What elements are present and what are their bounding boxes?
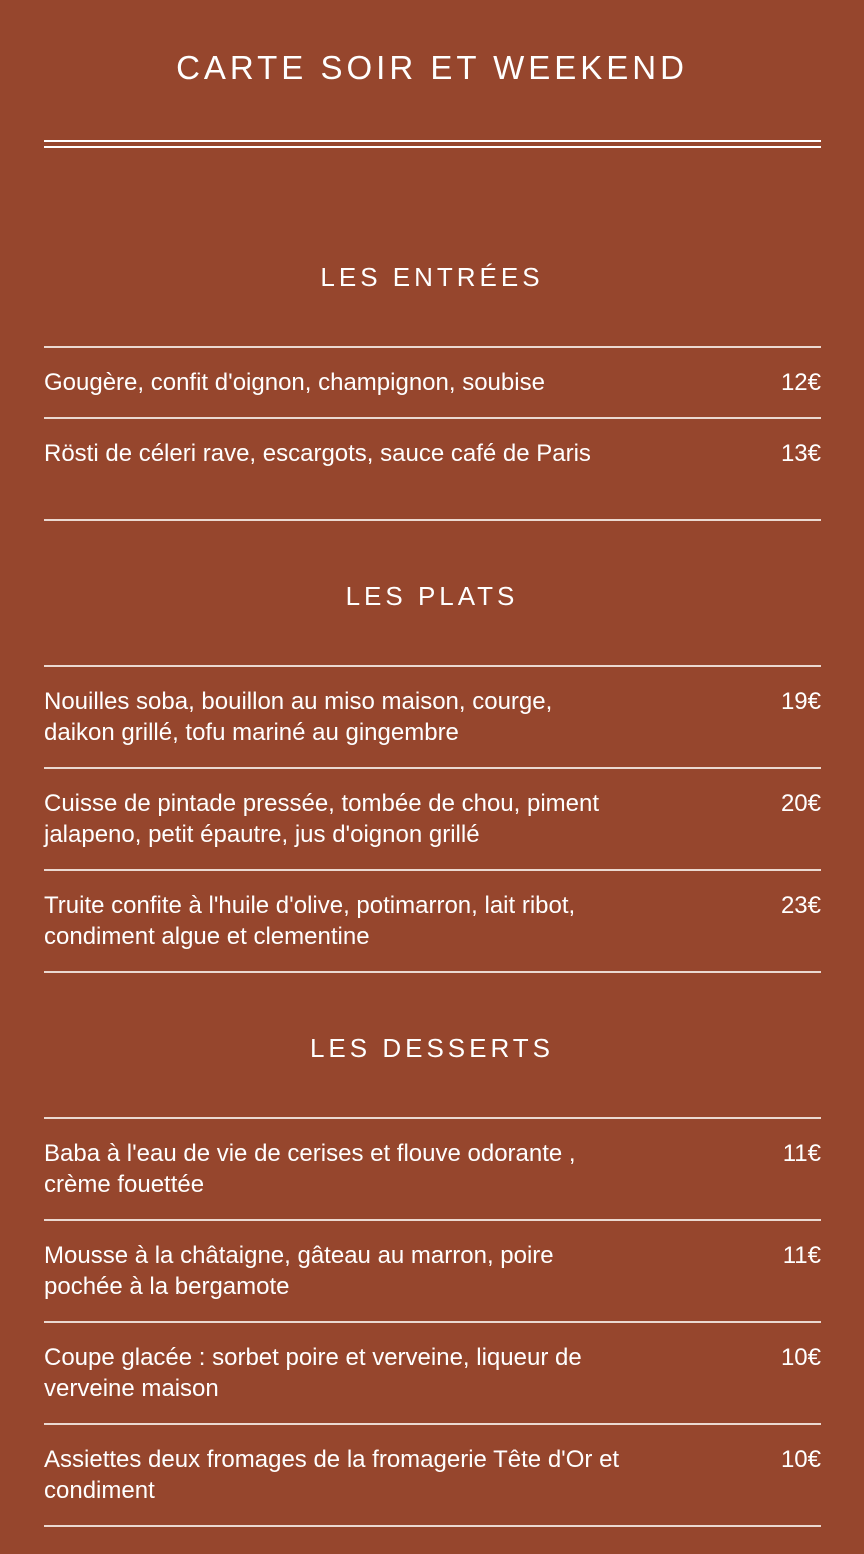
- divider: [44, 971, 821, 973]
- section-title-entrees: LES ENTRÉES: [320, 262, 544, 292]
- divider: [44, 665, 821, 667]
- divider: [44, 346, 821, 348]
- title-divider-top: [44, 140, 821, 142]
- menu-item-price: 13€: [780, 440, 821, 467]
- divider: [44, 869, 821, 871]
- menu-item-price: 10€: [780, 1344, 821, 1371]
- menu-item-name: Truite confite à l'huile d'olive, potimarron, lait ribot, condiment algue et clementine: [44, 892, 576, 950]
- divider: [44, 1117, 821, 1119]
- menu-item-name: Gougère, confit d'oignon, champignon, soubise: [44, 369, 545, 396]
- menu-item-price: 11€: [782, 1242, 821, 1269]
- divider: [44, 1321, 821, 1323]
- section-title-desserts: LES DESSERTS: [309, 1033, 555, 1063]
- divider: [44, 1219, 821, 1221]
- menu-item-name: Mousse à la châtaigne, gâteau au marron, poire pochée à la bergamote: [44, 1242, 554, 1300]
- menu-item-name: Rösti de céleri rave, escargots, sauce café de Paris: [44, 440, 591, 467]
- menu-item-price: 12€: [780, 369, 821, 396]
- menu-item-name: Assiettes deux fromages de la fromagerie Tête d'Or et condiment: [44, 1446, 620, 1504]
- menu-item-name: Baba à l'eau de vie de cerises et flouve odorante , crème fouettée: [44, 1140, 576, 1198]
- menu-item-price: 23€: [780, 892, 821, 919]
- menu-item-price: 20€: [780, 790, 821, 817]
- menu-item-price: 10€: [780, 1446, 821, 1473]
- menu-item-name: Coupe glacée : sorbet poire et verveine, liqueur de verveine maison: [44, 1344, 582, 1402]
- section-title-plats: LES PLATS: [345, 581, 519, 611]
- menu-item-price: 19€: [780, 688, 821, 715]
- divider: [44, 1525, 821, 1527]
- title-divider-bottom: [44, 146, 821, 148]
- divider: [44, 417, 821, 419]
- menu-item-name: Nouilles soba, bouillon au miso maison, courge, daikon grillé, tofu mariné au gingembre: [44, 688, 553, 746]
- menu-item-price: 11€: [782, 1140, 821, 1167]
- divider: [44, 767, 821, 769]
- page-title: CARTE SOIR ET WEEKEND: [176, 49, 688, 86]
- menu-item-name: Cuisse de pintade pressée, tombée de chou, piment jalapeno, petit épautre, jus d'oignon grillé: [44, 790, 600, 848]
- divider: [44, 1423, 821, 1425]
- divider: [44, 519, 821, 521]
